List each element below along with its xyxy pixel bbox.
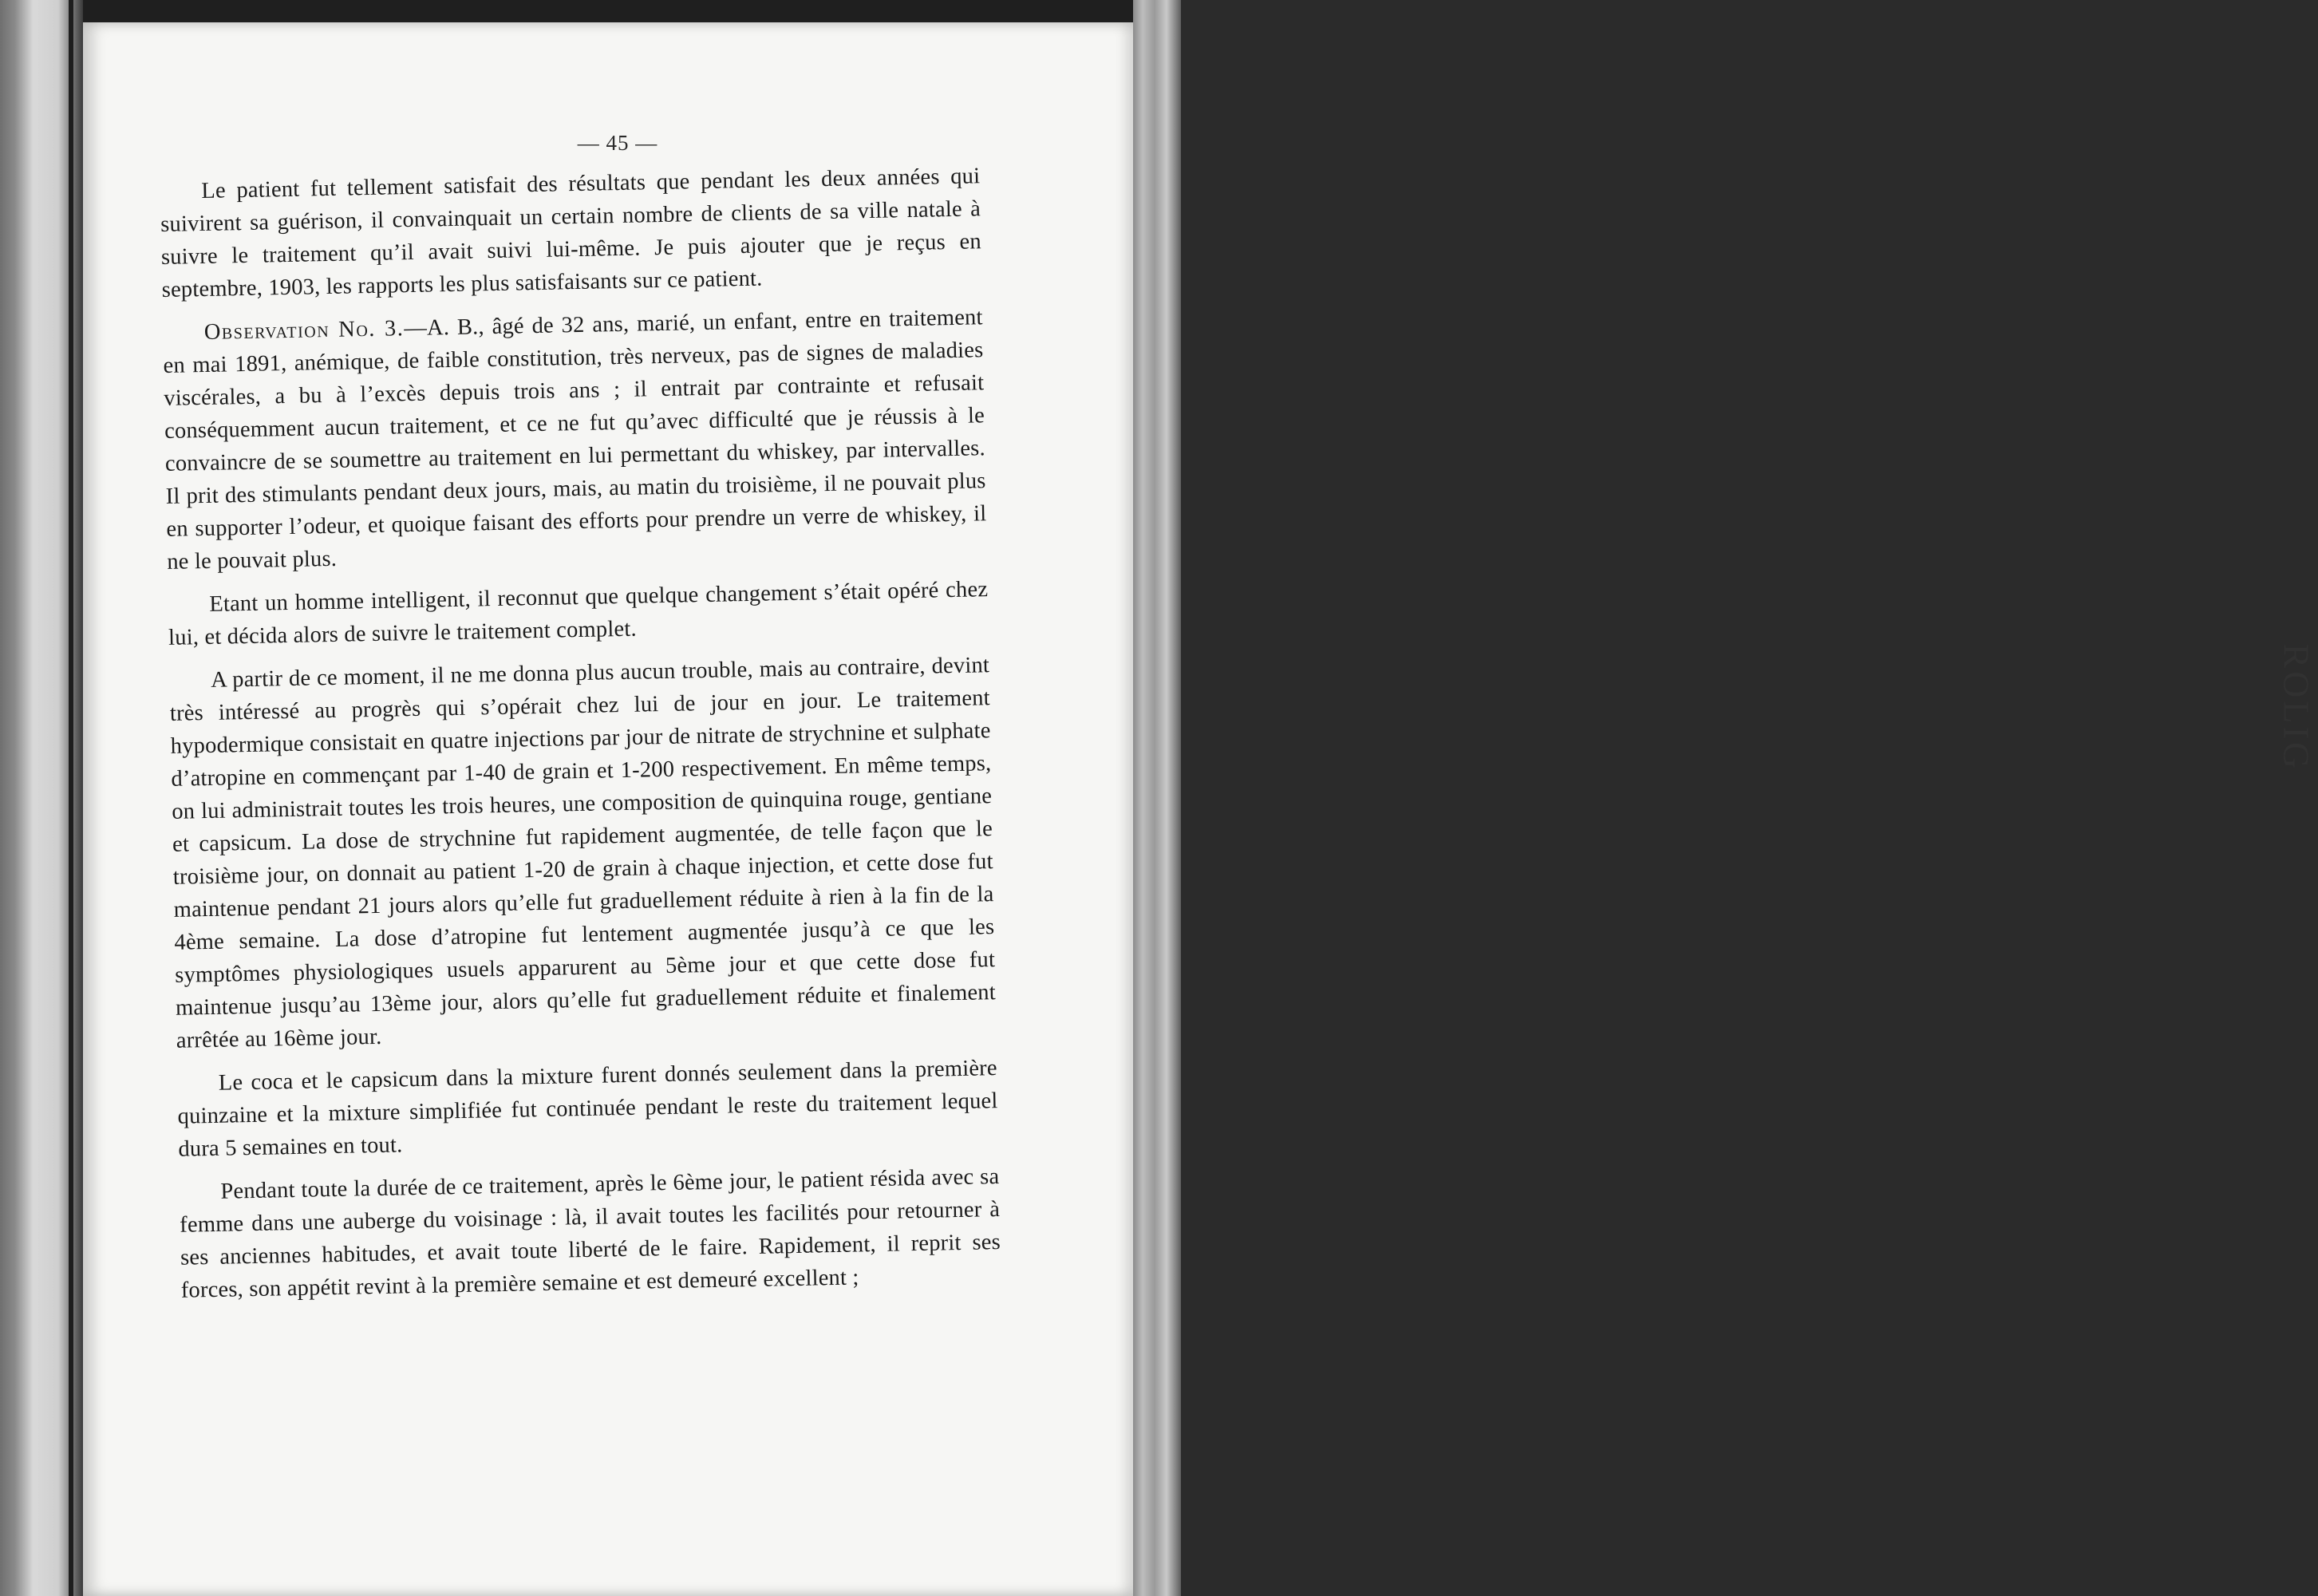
paragraph-3 (168, 573, 989, 654)
paragraph-1-text: Le patient fut tellement satisfait des résultats que pendant les deux années qui suivirent sa guérison, il convainquait un certain nombre de clients de sa ville natale à suivre le traitement qu’il avait suivi lui-même. Je puis ajouter que je reçus en septembre, 1903, les rapports les plus satisfaisants sur ce patient. (160, 164, 982, 302)
paragraph-5-text: Le coca et le capsicum dans la mixture furent donnés seulement dans la première quinzaine et la mixture simplifiée fut continuée pendant le reste du traitement lequel dura 5 semaines en tout. (177, 1056, 998, 1162)
book-spine-edge (1133, 0, 2317, 1596)
body-text (160, 160, 1001, 1317)
observation-heading: Observation No. 3. (203, 316, 405, 345)
paragraph-1 (160, 160, 982, 306)
paragraph-2-text: —A. B., âgé de 32 ans, marié, un enfant, entre en traitement en mai 1891, anémique, de faible constitution, très nerveux, pas de signes de maladies viscérales, a bu à l’excès depuis trois ans ; il entrait par contrainte et refusait conséquemment aucun traitement, et ce ne fut qu’avec difficulté que je réussis à le convaincre de se soumettre au traitement en lui permettant du whiskey, par intervalles. Il prit des stimulants pendant deux jours, mais, au matin du troisième, il ne pouvait plus en supporter l’odeur, et quoique faisant des efforts pour prendre un verre de whiskey, il ne le pouvait plus. (163, 305, 987, 575)
paragraph-observation-3 (162, 301, 987, 579)
paragraph-4 (169, 649, 997, 1057)
spine-label: ROLIG (2276, 643, 2317, 772)
page-number: — 45 — (577, 131, 658, 155)
paragraph-4-text: A partir de ce moment, il ne me donna plus aucun trouble, mais au contraire, devint très intéressé au progrès qui s’opérait chez lui de jour en jour. Le traitement hypodermique consistait en quatre injections par jour de nitrate de strychnine et sulphate d’atropine en commençant par 1-40 de grain et 1-200 respectivement. En même temps, on lui administrait toutes les trois heures, une composition de quinquina rouge, gentiane et capsicum. La dose de strychnine fut rapidement augmentée, de telle façon que le troisième jour, on donnait au patient 1-20 de grain à chaque injection, et cette dose fut maintenue pendant 21 jours alors qu’elle fut graduellement réduite à rien à la fin de la 4ème semaine. La dose d’atropine fut lentement augmentée jusqu’à ce que les symptômes physiologiques usuels apparurent au 5ème jour et que cette dose fut maintenue jusqu’au 13ème jour, alors qu’elle fut graduellement réduite et finalement arrêtée au 16ème jour. (169, 653, 997, 1053)
paragraph-5 (176, 1052, 998, 1166)
previous-page-edge (0, 0, 83, 1596)
page-gutter-shadow (69, 0, 73, 1596)
book-page (83, 22, 1133, 1596)
paragraph-6 (179, 1160, 1001, 1307)
paragraph-6-text: Pendant toute la durée de ce traitement, après le 6ème jour, le patient résida avec sa femme dans une auberge du voisinage : là, il avait toutes les facilités pour retourner à ses anciennes habitudes, et avait toute liberté de le faire. Rapidement, il reprit ses forces, son appétit revint à la première semaine et est demeuré excellent ; (179, 1164, 1001, 1303)
paragraph-3-text: Etant un homme intelligent, il reconnut que quelque changement s’était opéré chez lui, et décida alors de suivre le traitement complet. (168, 577, 989, 650)
scan-top-border (0, 0, 1181, 22)
